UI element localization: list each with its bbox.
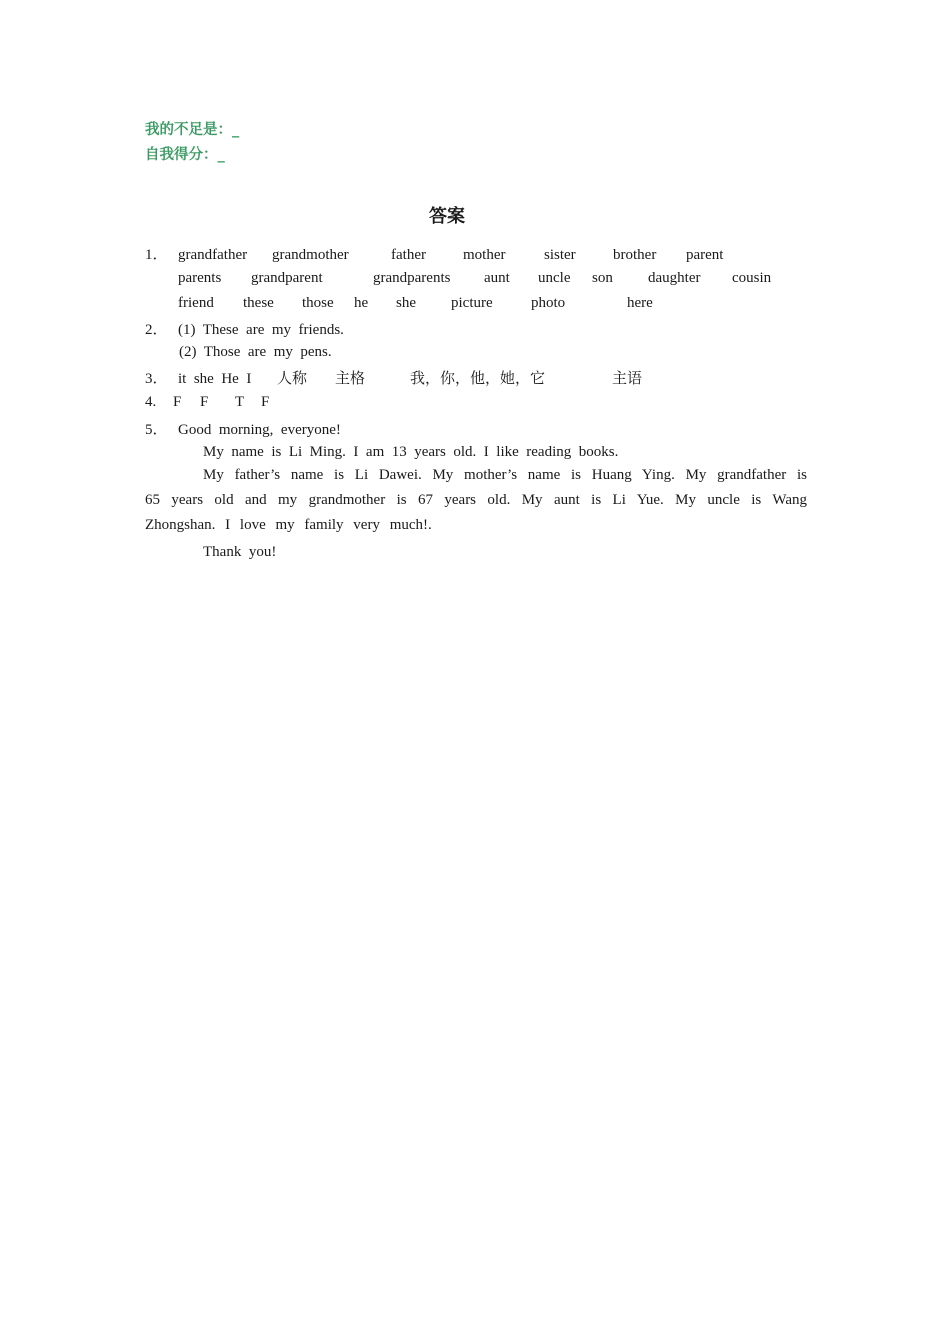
q1-word: those [302, 295, 334, 311]
q1-word: parents [178, 270, 222, 286]
q1-word: son [592, 270, 613, 286]
q1-word: here [627, 295, 653, 311]
q1-word: friend [178, 295, 214, 311]
q5-closing: Thank you! [203, 544, 277, 560]
q5-paragraph-block [145, 463, 807, 538]
q2-number: 2． [145, 322, 168, 338]
q1-word: grandmother [272, 247, 349, 263]
q5-number: 5． [145, 422, 168, 438]
q1-word: picture [451, 295, 493, 311]
q1-word: photo [531, 295, 566, 311]
q1-number: 1． [145, 247, 168, 263]
q5-line-1: My name is Li Ming. I am 13 years old. I like reading books. [203, 444, 619, 460]
q1-word: sister [544, 247, 576, 263]
q1-word: mother [463, 247, 506, 263]
q3-item: 主格 [335, 371, 366, 387]
q4-item: F [173, 394, 182, 410]
q3-item: 我，你，他，她，它 [410, 371, 546, 387]
q3-item: 主语 [612, 371, 643, 387]
q1-word: grandparents [373, 270, 451, 286]
q1-word: he [354, 295, 369, 311]
q2-line-1: (1) These are my friends. [178, 322, 344, 338]
q1-word: daughter [648, 270, 701, 286]
q1-word: cousin [732, 270, 772, 286]
q5-paragraph: My father’s name is Li Dawei. My mother’s name is Huang Ying. My grandfather is 65 years old and my grandmother is 67 years old. My aunt is Li Yue. My uncle is Wang Zhongshan. I love my family very much!. [145, 467, 807, 533]
shortcoming-label: 我的不足是：_ [145, 122, 240, 138]
q4-item: T [235, 394, 245, 410]
q1-word: grandfather [178, 247, 248, 263]
q1-word: parent [686, 247, 724, 263]
q4-number: 4. [145, 394, 157, 410]
answer-title: 答案 [429, 206, 465, 227]
q1-word: father [391, 247, 426, 263]
q1-word: brother [613, 247, 657, 263]
q1-word: uncle [538, 270, 571, 286]
q4-item: F [200, 394, 209, 410]
q1-word: grandparent [251, 270, 323, 286]
q3-item: it she He I [178, 371, 252, 387]
score-label: 自我得分：_ [145, 147, 225, 163]
q1-word: aunt [484, 270, 510, 286]
q3-number: 3． [145, 371, 168, 387]
q2-line-2: (2) Those are my pens. [179, 344, 332, 360]
q1-word: she [396, 295, 416, 311]
q3-item: 人称 [277, 371, 308, 387]
q1-word: these [243, 295, 274, 311]
q5-greeting: Good morning, everyone! [178, 422, 341, 438]
q4-item: F [261, 394, 270, 410]
